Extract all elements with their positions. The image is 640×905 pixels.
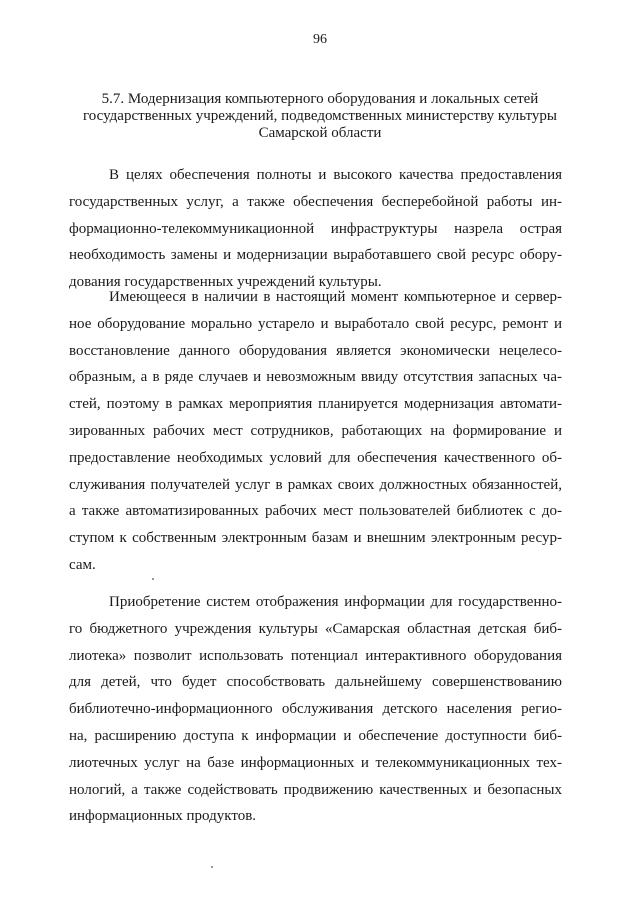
text-line: лиотека» позволит использовать потенциал интерактивного оборудования [69,647,562,664]
scan-speck [152,578,154,580]
text-line: формационно-телекоммуникационной инфраструктуры назрела острая [69,220,562,237]
text-line: для детей, что будет способствовать дальнейшему совершенствованию [69,674,562,691]
text-line: нологий, а также содействовать продвижению качественных и безопасных [69,781,562,798]
paragraph-2 [69,284,562,579]
text-line: ное оборудование морально устарело и выработало свой ресурс, ремонт и [69,315,562,332]
text-line: го бюджетного учреждения культуры «Самарская областная детская биб- [69,620,562,637]
text-line: восстановление данного оборудования является экономически нецелесо- [69,342,562,359]
text-line: стей, поэтому в рамках мероприятия планируется модернизация автомати- [69,396,562,413]
text-line: информационных продуктов. [69,808,257,825]
text-line: Имеющееся в наличии в настоящий момент компьютерное и сервер- [109,289,562,305]
text-line: государственных услуг, а также обеспечения бесперебойной работы ин- [69,193,562,210]
text-line: служивания получателей услуг в рамках своих должностных обязанностей, [69,476,562,493]
text-line: Приобретение систем отображения информации для государственно- [109,594,562,610]
text-line: В целях обеспечения полноты и высокого качества предоставления [109,167,562,183]
text-line: лиотечных услуг на базе информационных и телекоммуникационных тех- [69,754,562,771]
text-line: а также автоматизированных рабочих мест пользователей библиотек с до- [69,503,562,520]
text-line: библиотечно-информационного обслуживания детского населения регио- [69,701,562,718]
text-line: сам. [69,556,96,573]
text-line: ступом к собственным электронным базам и внешним электронным ресур- [69,530,562,547]
heading-line: 5.7. Модернизация компьютерного оборудования и локальных сетей [101,91,539,107]
scan-speck [211,866,213,868]
text-line: на, расширению доступа к информации и обеспечение доступности биб- [69,727,562,744]
text-line: необходимость замены и модернизации выработавшего свой ресурс обору- [69,247,562,264]
page-number: 96 [313,32,327,47]
text-line: предоставление необходимых условий для обеспечения качественного об- [69,449,562,466]
heading-line: Самарской области [258,125,382,141]
paragraph-3 [69,589,562,830]
section-heading [60,91,580,142]
paragraph-1 [69,162,562,296]
heading-line: государственных учреждений, подведомственных министерству культуры [83,108,557,124]
text-line: зированных рабочих мест сотрудников, работающих на формирование и [69,422,562,439]
text-line: образным, а в ряде случаев и невозможным ввиду отсутствия запасных ча- [69,369,562,386]
text-line: дования государственных учреждений культуры. [69,274,382,291]
